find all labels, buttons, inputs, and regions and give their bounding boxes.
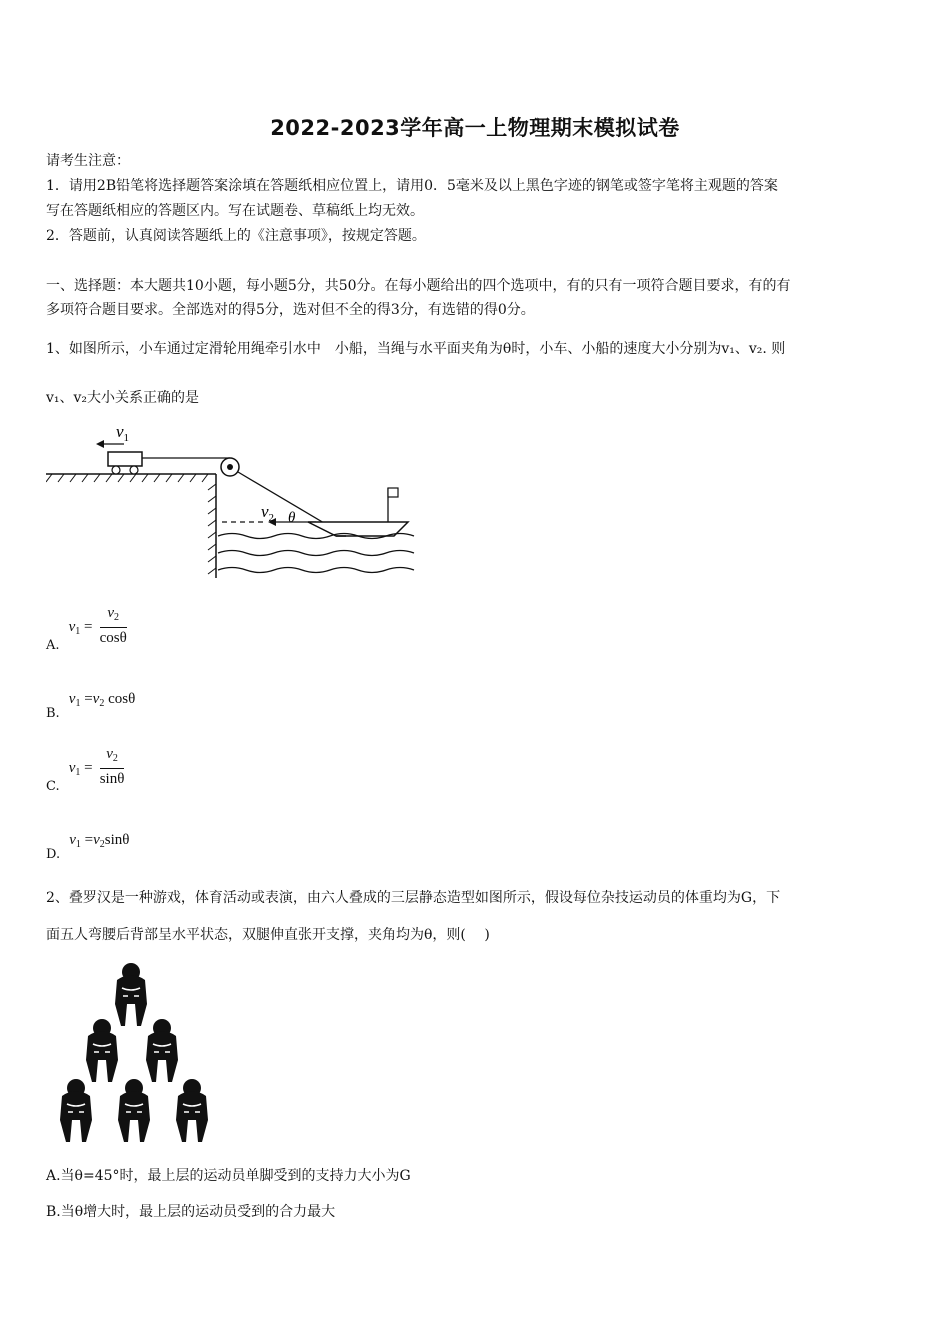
boat-flag [388, 488, 398, 497]
page-title: 2022-2023学年高一上物理期末模拟试卷 [270, 116, 680, 140]
cart [108, 452, 142, 466]
q1-option-d[interactable]: $_{D.}$ $v_1 =v_2\sin\theta$ [46, 832, 130, 862]
theta-label: θ [288, 510, 296, 526]
q2-option-a[interactable]: A.当θ=45°时，最上层的运动员单脚受到的支持力大小为G [46, 1168, 411, 1184]
section-instructions-line-2: 多项符合题目要求。全部选对的得5分，选对但不全的得3分，有选错的得0分。 [46, 302, 535, 318]
v1-label: $v_1$ [116, 422, 130, 444]
q1-option-a[interactable]: $_{A.}$ $v_1$ = $\frac{v_2}{\cos\theta}$ [46, 605, 127, 653]
cart-wheel-right [130, 466, 138, 474]
cart-wheel-left [112, 466, 120, 474]
q2-human-pyramid-figure [56, 962, 221, 1147]
acrobat-top [115, 963, 147, 1026]
v2-label: $v_2$ [261, 502, 275, 524]
acrobat-middle-left [86, 1019, 118, 1082]
notice-item-1-line-2: 写在答题纸相应的答题区内。写在试题卷、草稿纸上均无效。 [46, 203, 424, 219]
q2-option-b[interactable]: B.当θ增大时，最上层的运动员受到的合力最大 [46, 1204, 336, 1220]
notice-heading: 请考生注意： [46, 153, 130, 169]
acrobat-bottom-left [60, 1079, 92, 1142]
acrobat-bottom-right [176, 1079, 208, 1142]
q1-option-b[interactable]: $_{B.}$ $v_1 =v_2$ cosθ [46, 691, 136, 721]
section-instructions-line-1: 一、选择题：本大题共10小题，每小题5分，共50分。在每小题给出的四个选项中，有的只有一项符合题目要求，有的有 [46, 278, 791, 294]
q2-stem-line-2: 面五人弯腰后背部呈水平状态，双腿伸直张开支撑，夹角均为θ，则( ) [46, 927, 490, 943]
q1-option-c[interactable]: $_{C.}$ $v_1$ = $\frac{v_2}{\sin\theta}$ [46, 746, 125, 794]
notice-item-1-line-1: 1．请用2B铅笔将选择题答案涂填在答题纸相应位置上，请用0．5毫米及以上黑色字迹的钢笔或签字笔将主观题的答案 [46, 178, 778, 194]
q1-stem-line-2: v₁、v₂大小关系正确的是 [46, 390, 200, 406]
notice-item-2: 2．答题前，认真阅读答题纸上的《注意事项》，按规定答题。 [46, 228, 426, 244]
q1-pulley-boat-figure [46, 420, 426, 585]
acrobat-middle-right [146, 1019, 178, 1082]
q1-stem-line-1: 1、如图所示，小车通过定滑轮用绳牵引水中 小船，当绳与水平面夹角为θ时，小车、小船的速度大小分别为v₁、v₂. 则 [46, 341, 786, 357]
acrobat-bottom-center [118, 1079, 150, 1142]
q2-stem-line-1: 2、叠罗汉是一种游戏，体育活动或表演，由六人叠成的三层静态造型如图所示，假设每位杂技运动员的体重均为G，下 [46, 890, 781, 906]
